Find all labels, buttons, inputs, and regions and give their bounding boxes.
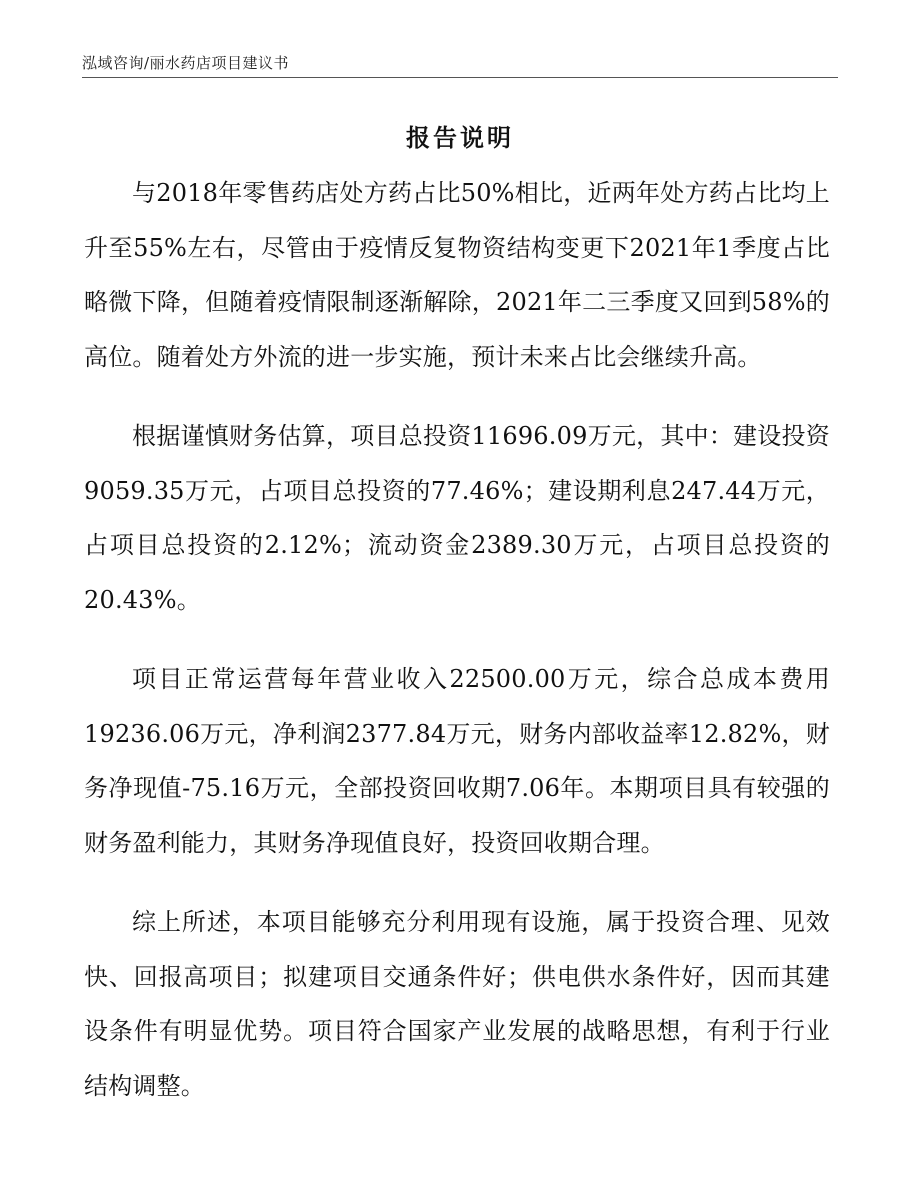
paragraph-summary: 综上所述，本项目能够充分利用现有设施，属于投资合理、见效快、回报高项目；拟建项目交通条件好；供电供水条件好，因而其建设条件有明显优势。项目符合国家产业发展的战略思想，有利于行业结构调整。 <box>84 908 830 1100</box>
paragraph-revenue: 项目正常运营每年营业收入22500.00万元，综合总成本费用19236.06万元，净利润2377.84万元，财务内部收益率12.82%，财务净现值-75.16万元，全部投资回收期7.06年。本期项目具有较强的财务盈利能力，其财务净现值良好，投资回收期合理。 <box>84 665 830 857</box>
page-header <box>82 50 838 78</box>
paragraph-market-share: 与2018年零售药店处方药占比50%相比，近两年处方药占比均上升至55%左右，尽管由于疫情反复物资结构变更下2021年1季度占比略微下降，但随着疫情限制逐渐解除，2021年二三季度又回到58%的高位。随着处方外流的进一步实施，预计未来占比会继续升高。 <box>84 179 830 371</box>
paragraph-investment: 根据谨慎财务估算，项目总投资11696.09万元，其中：建设投资9059.35万元，占项目总投资的77.46%；建设期利息247.44万元，占项目总投资的2.12%；流动资金2389.30万元，占项目总投资的20.43%。 <box>84 422 830 614</box>
report-body <box>84 166 830 1138</box>
page-title: 报告说明 <box>406 123 514 152</box>
header-text: 泓域咨询/丽水药店项目建议书 <box>82 54 290 72</box>
